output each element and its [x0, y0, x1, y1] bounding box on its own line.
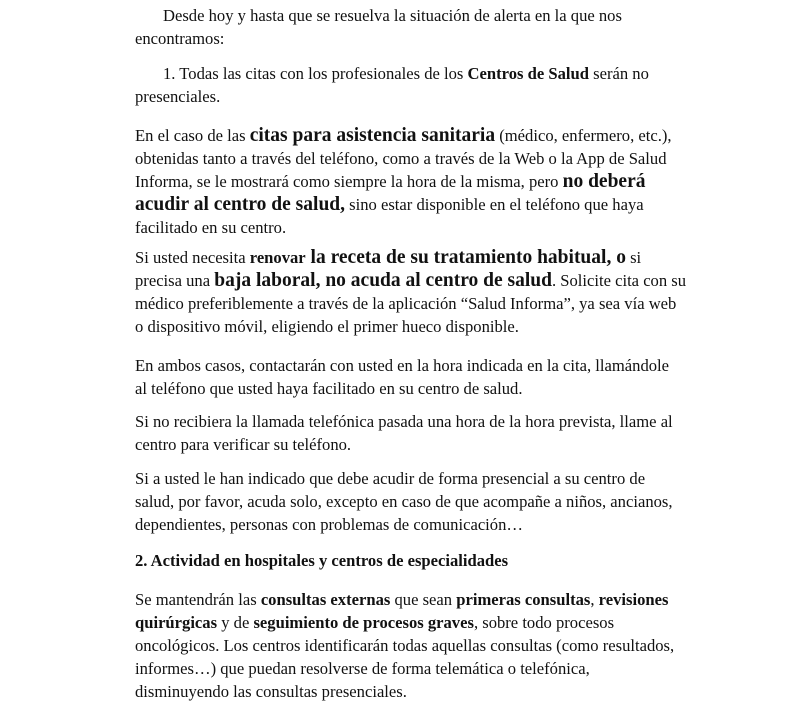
receta-l3-text: médico preferiblemente a través de la aplicación “Salud Informa”, ya sea vía web: [135, 294, 677, 313]
citas-l5-text: facilitado en su centro.: [135, 218, 287, 237]
llamada-l1-text: Si no recibiera la llamada telefónica pasada una hora de la hora prevista, llame al: [135, 412, 673, 431]
receta-paragraph: [135, 246, 698, 338]
llamada-paragraph: [135, 410, 698, 456]
citas-l2-text: obtenidas tanto a través del teléfono, como a través de la Web o la App de Salud: [135, 149, 667, 168]
llamada-line-2: [135, 433, 698, 456]
llamada-l2-text: centro para verificar su teléfono.: [135, 435, 352, 454]
intro-line-2-text: encontramos:: [135, 29, 225, 48]
llamada-line-1: [135, 410, 698, 433]
citas-l3-a: Informa, se le mostrará como siempre la hora de la misma, pero: [135, 172, 563, 191]
hospital-l1-a: Se mantendrán las: [135, 590, 261, 609]
intro-line-1-text: Desde hoy y hasta que se resuelva la situación de alerta en la que nos: [163, 6, 622, 25]
presencial-l1-text: Si a usted le han indicado que debe acudir de forma presencial a su centro de: [135, 469, 646, 488]
citas-l1-bold: citas para asistencia sanitaria: [249, 125, 496, 146]
receta-line-3: [135, 292, 698, 315]
presencial-l2-text: salud, por favor, acuda solo, excepto en caso de que acompañe a niños, ancianos,: [135, 492, 673, 511]
intro-line-2: [135, 27, 698, 50]
hospital-line-4: [135, 657, 698, 680]
receta-line-2: [135, 269, 698, 292]
item-1-line-2: [135, 85, 698, 108]
presencial-paragraph: [135, 467, 698, 536]
section-2-heading-text: 2. Actividad en hospitales y centros de especialidades: [135, 551, 509, 570]
citas-l4-bold: acudir al centro de salud,: [135, 194, 346, 215]
item-1-suffix: serán no: [588, 64, 649, 83]
ambos-line-2: [135, 377, 698, 400]
citas-l4-b: sino estar disponible en el teléfono que haya: [345, 195, 644, 214]
presencial-line-1: [135, 467, 698, 490]
receta-l1-bold: renovar: [249, 248, 306, 267]
citas-line-2: [135, 147, 698, 170]
presencial-l3-text: dependientes, personas con problemas de comunicación…: [135, 515, 523, 534]
hospital-l1-comma: ,: [590, 590, 599, 609]
receta-l2-a: precisa una: [135, 271, 215, 290]
item-1-line-2-text: presenciales.: [135, 87, 221, 106]
receta-line-4: [135, 315, 698, 338]
receta-l1-big: la receta de su tratamiento habitual: [305, 247, 607, 268]
item-1-paragraph: [135, 62, 698, 108]
ambos-line-1: [135, 354, 698, 377]
ambos-l2-text: al teléfono que usted haya facilitado en su centro de salud.: [135, 379, 523, 398]
receta-l2-noacuda: , no acuda al centro de salud: [315, 270, 552, 291]
hospital-line-1: [135, 588, 698, 611]
section-2-heading: [135, 549, 698, 572]
hospital-l1-revisiones: revisiones: [598, 590, 669, 609]
item-1-line-1: [135, 62, 698, 85]
citas-line-4: [135, 193, 698, 216]
hospital-l2-d: , sobre todo procesos: [473, 613, 615, 632]
hospital-paragraph: [135, 588, 698, 703]
receta-l2-baja: baja laboral: [214, 270, 316, 291]
citas-line-3: [135, 170, 698, 193]
hospital-l3-text: oncológicos. Los centros identificarán todas aquellas consultas (como resultados,: [135, 636, 675, 655]
item-1-bold: Centros de Salud: [467, 64, 589, 83]
receta-l1-e: si: [625, 248, 642, 267]
receta-l2-d: . Solicite cita con su: [551, 271, 687, 290]
citas-l3-bold: no deberá: [562, 171, 646, 192]
citas-line-1: [135, 124, 698, 147]
hospital-l2-quirurgicas: quirúrgicas: [135, 613, 218, 632]
item-1-prefix: 1. Todas las citas con los profesionales de los: [163, 64, 468, 83]
receta-l1-a: Si usted necesita: [135, 248, 250, 267]
citas-paragraph: [135, 124, 698, 239]
hospital-l2-b: y de: [217, 613, 254, 632]
hospital-l1-primeras: primeras consultas: [456, 590, 591, 609]
hospital-line-5: [135, 680, 698, 703]
hospital-line-2: [135, 611, 698, 634]
receta-l1-o: , o: [606, 247, 626, 268]
hospital-l2-seguimiento: seguimiento de procesos graves: [253, 613, 474, 632]
ambos-paragraph: [135, 354, 698, 400]
citas-l1-c: (médico, enfermero, etc.),: [495, 126, 672, 145]
hospital-l4-text: informes…) que puedan resolverse de forma telemática o telefónica,: [135, 659, 590, 678]
citas-line-5: [135, 216, 698, 239]
citas-l1-a: En el caso de las: [135, 126, 250, 145]
hospital-line-3: [135, 634, 698, 657]
intro-line-1: [135, 4, 698, 27]
hospital-l1-consultas: consultas externas: [260, 590, 391, 609]
receta-line-1: [135, 246, 698, 269]
hospital-l5-text: disminuyendo las consultas presenciales.: [135, 682, 407, 701]
intro-paragraph: [135, 4, 698, 50]
presencial-line-3: [135, 513, 698, 536]
presencial-line-2: [135, 490, 698, 513]
receta-l4-text: o dispositivo móvil, eligiendo el primer hueco disponible.: [135, 317, 519, 336]
ambos-l1-text: En ambos casos, contactarán con usted en la hora indicada en la cita, llamándole: [135, 356, 670, 375]
hospital-l1-c: que sean: [390, 590, 457, 609]
